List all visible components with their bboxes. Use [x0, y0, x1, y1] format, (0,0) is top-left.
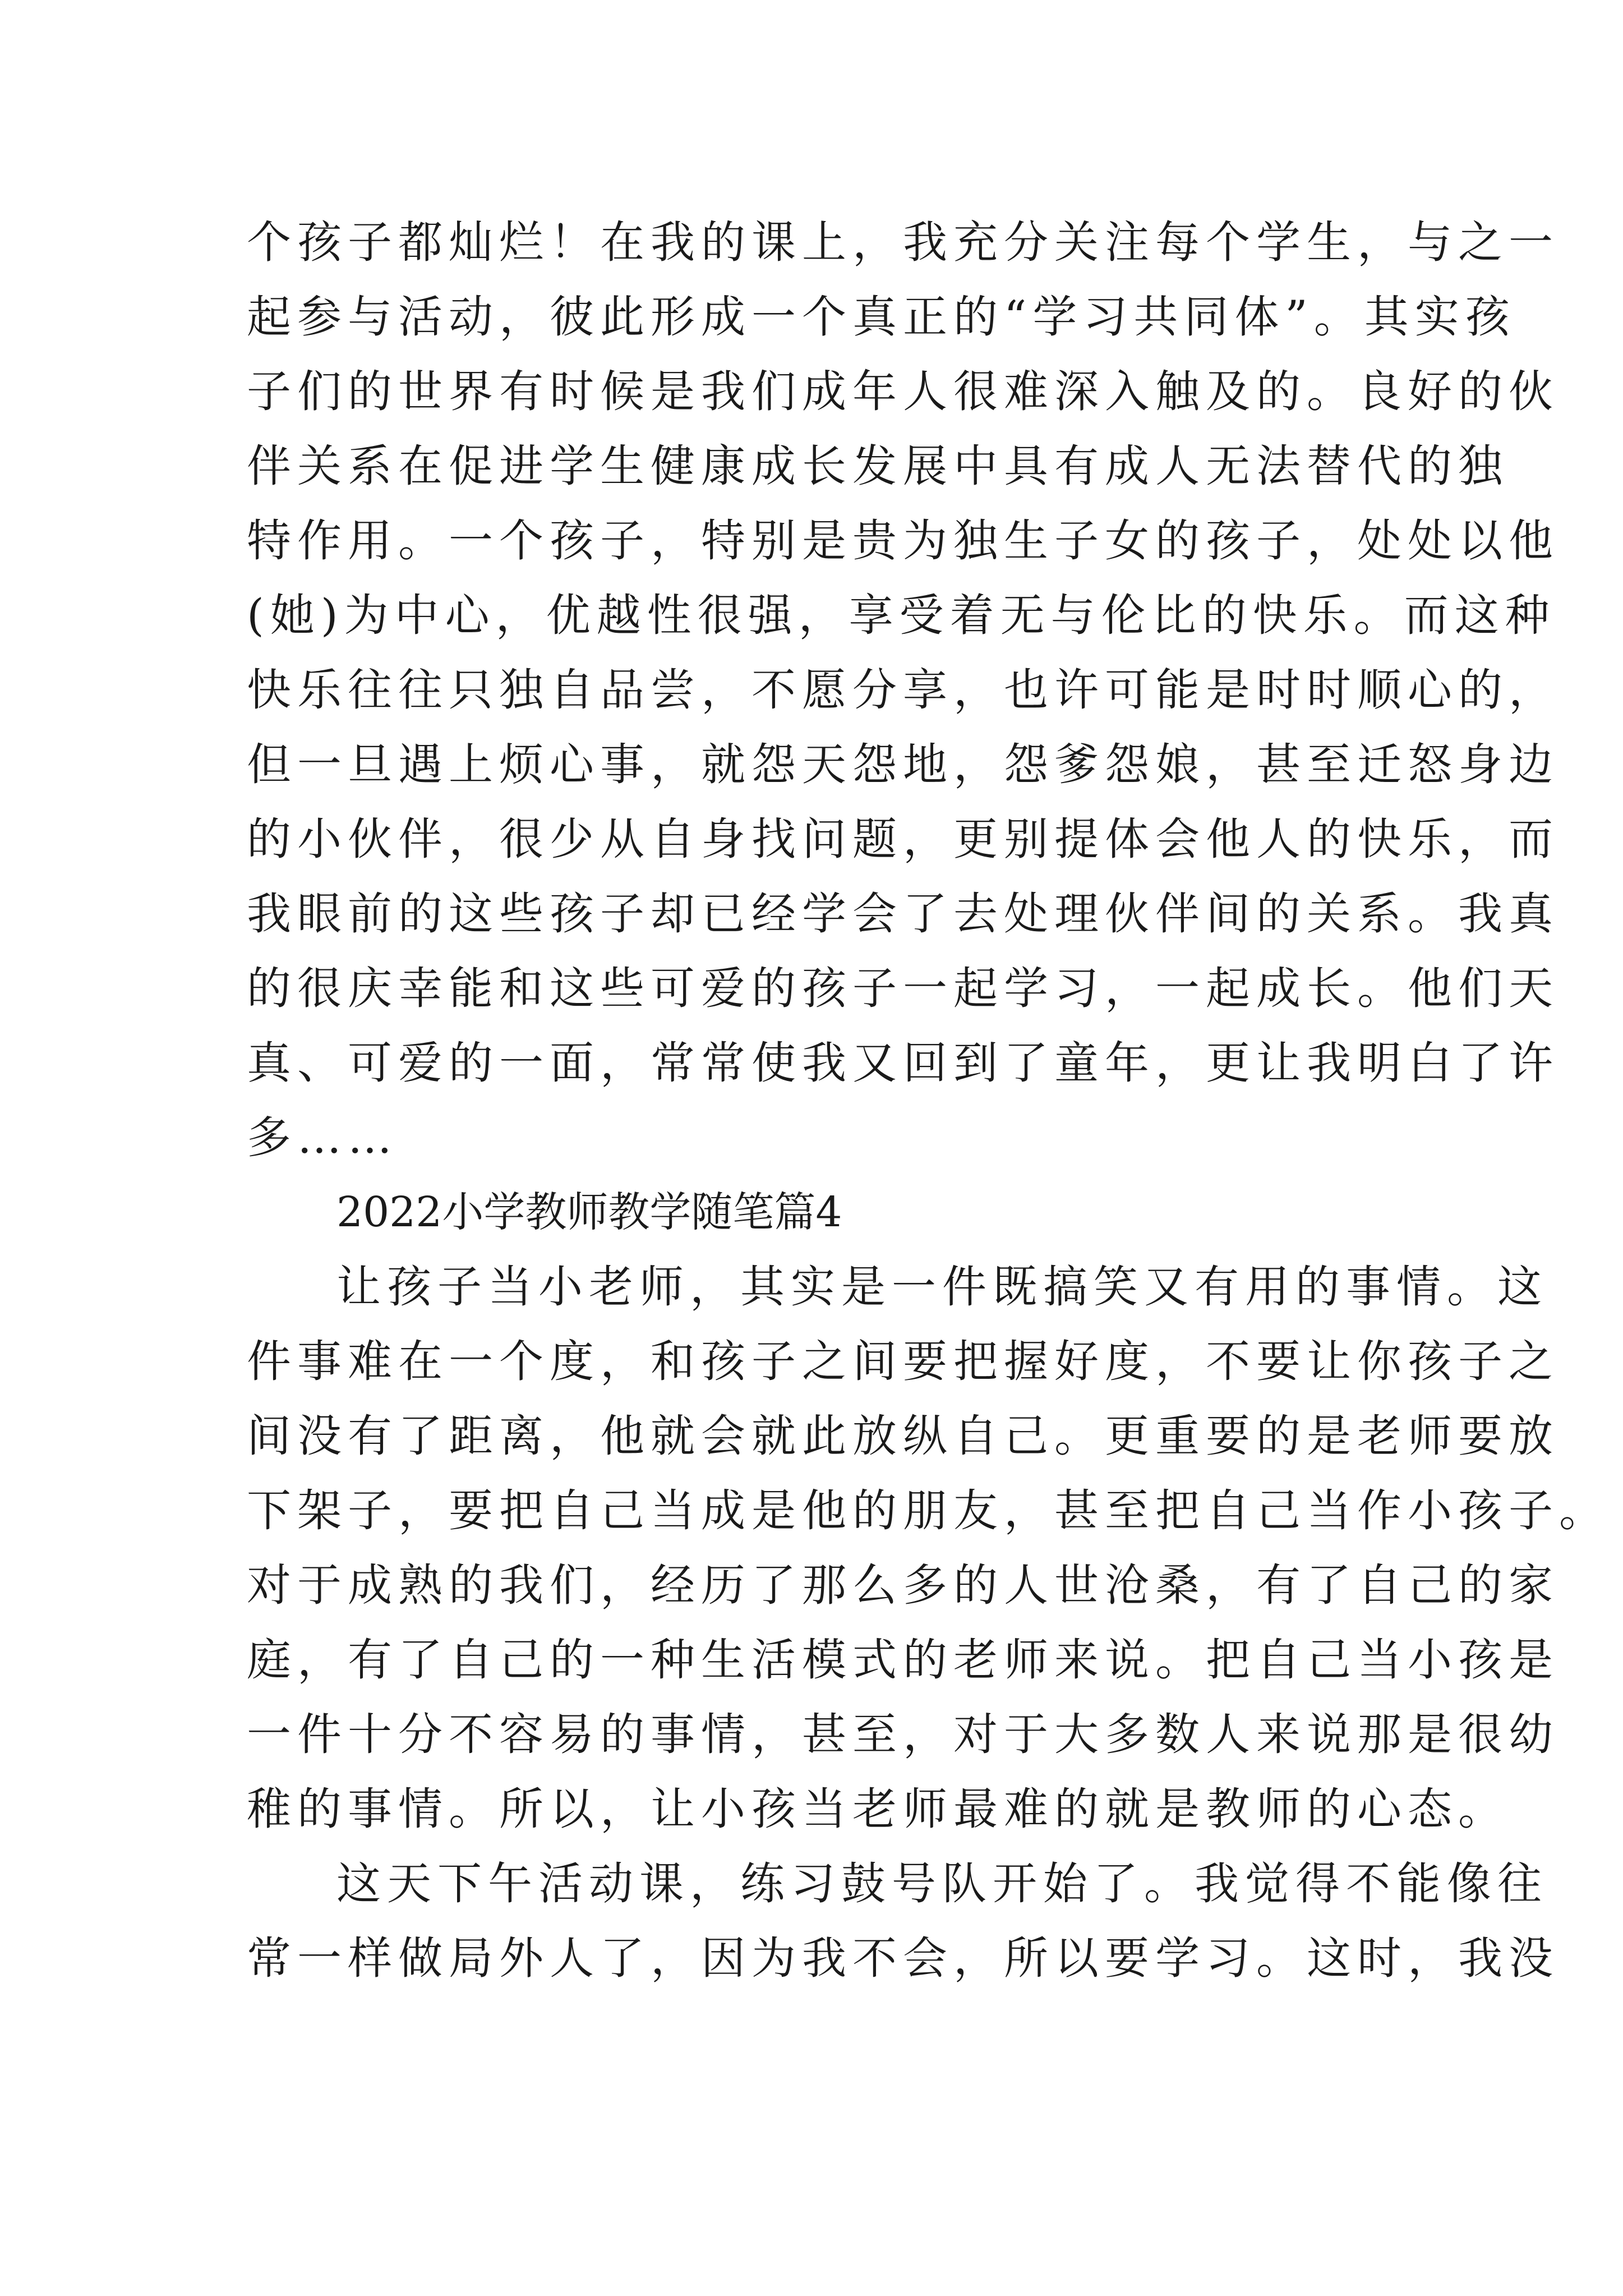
body-text-line: 个孩子都灿烂！在我的课上，我充分关注每个学生，与之一	[247, 217, 1559, 268]
body-text-line: 多……	[247, 1112, 398, 1163]
body-text-line: 起参与活动，彼此形成一个真正的“学习共同体”。其实孩	[247, 291, 1516, 343]
body-text-line: 庭，有了自己的一种生活模式的老师来说。把自己当小孩是	[247, 1634, 1559, 1686]
body-text-line: 但一旦遇上烦心事，就怨天怨地，怨爹怨娘，甚至迁怒身边	[247, 739, 1559, 790]
body-text-line: 稚的事情。所以，让小孩当老师最难的就是教师的心态。	[247, 1783, 1509, 1835]
body-text-line: 让孩子当小老师，其实是一件既搞笑又有用的事情。这	[336, 1261, 1548, 1313]
body-text-line: 一件十分不容易的事情，甚至，对于大多数人来说那是很幼	[247, 1709, 1559, 1760]
body-text-line: 子们的世界有时候是我们成年人很难深入触及的。良好的伙	[247, 366, 1559, 417]
body-text-line: 间没有了距离，他就会就此放纵自己。更重要的是老师要放	[247, 1410, 1559, 1462]
body-text-line: 件事难在一个度，和孩子之间要把握好度，不要让你孩子之	[247, 1336, 1559, 1387]
body-text-line: (她)为中心，优越性很强，享受着无与伦比的快乐。而这种	[247, 590, 1556, 641]
body-text-line: 伴关系在促进学生健康成长发展中具有成人无法替代的独	[247, 440, 1509, 492]
body-text-line: 的小伙伴，很少从自身找问题，更别提体会他人的快乐，而	[247, 813, 1559, 865]
body-text-line: 我眼前的这些孩子却已经学会了去处理伙伴间的关系。我真	[247, 888, 1559, 940]
body-text-line: 的很庆幸能和这些可爱的孩子一起学习，一起成长。他们天	[247, 963, 1559, 1014]
section-heading: 2022小学教师教学随笔篇4	[336, 1188, 842, 1236]
body-text-line: 这天下午活动课，练习鼓号队开始了。我觉得不能像往	[336, 1858, 1548, 1910]
body-text-line: 真、可爱的一面，常常使我又回到了童年，更让我明白了许	[247, 1037, 1559, 1089]
body-text-line: 快乐往往只独自品尝，不愿分享，也许可能是时时顺心的，	[247, 664, 1559, 716]
body-text-line: 特作用。一个孩子，特别是贵为独生子女的孩子，处处以他	[247, 515, 1559, 567]
body-text-line: 常一样做局外人了，因为我不会，所以要学习。这时，我没	[247, 1932, 1559, 1984]
body-text-line: 下架子，要把自己当成是他的朋友，甚至把自己当作小孩子。	[247, 1485, 1610, 1536]
body-text-line: 对于成熟的我们，经历了那么多的人世沧桑，有了自己的家	[247, 1559, 1559, 1611]
